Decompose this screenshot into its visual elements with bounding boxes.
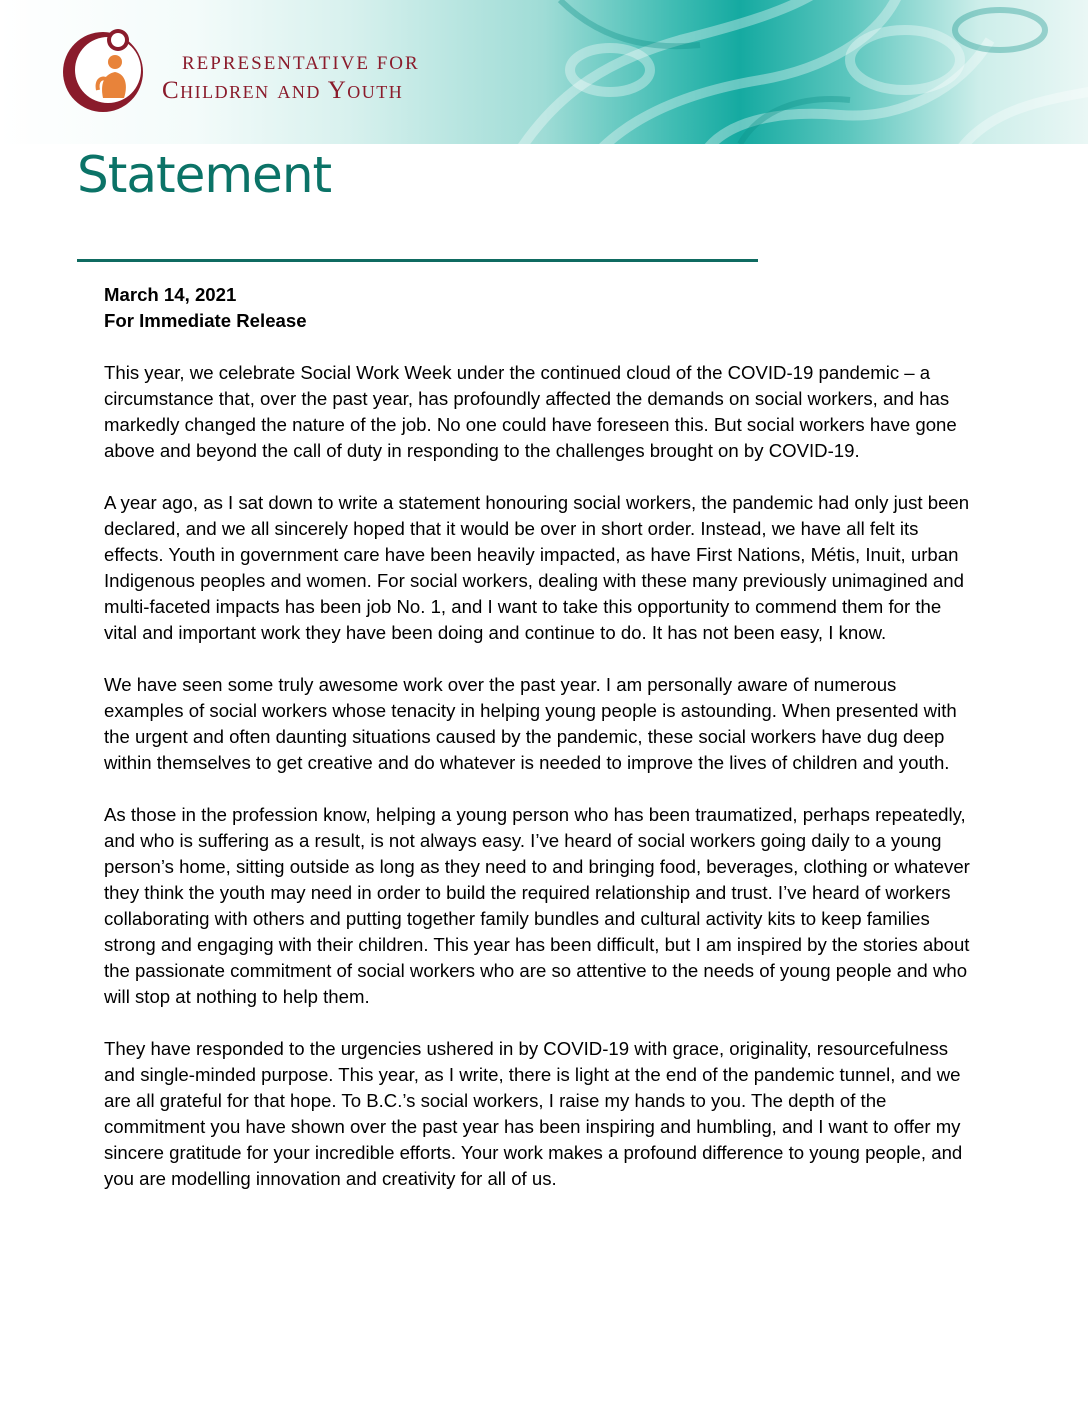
paragraph: We have seen some truly awesome work over the past year. I am personally aware of numerous examples of social workers whose tenacity in helping young people is astounding. When presented with the urgent and often daunting situations caused by the pandemic, these social workers have dug deep within themselves to get creative and do whatever is needed to improve the lives of children and youth. bbox=[104, 674, 957, 773]
page-title: Statement bbox=[77, 146, 332, 204]
org-name-line2: Children and Youth bbox=[162, 77, 404, 104]
paragraph: They have responded to the urgencies ushered in by COVID-19 with grace, originality, resourcefulness and single-minded purpose. This year, as I write, there is light at the end of the pandemic tunnel, and we are all grateful for that hope. To B.C.’s social workers, I raise my hands to you. The depth of the commitment you have shown over the past year has been inspiring and humbling, and I want to offer my sincere gratitude for your incredible efforts. Your work makes a profound difference to young people, and you are modelling innovation and creativity for all of us. bbox=[104, 1038, 963, 1189]
statement-body bbox=[104, 282, 974, 1218]
rcy-logo bbox=[58, 24, 148, 118]
paragraph: This year, we celebrate Social Work Week under the continued cloud of the COVID-19 pandemic – a circumstance that, over the past year, has profoundly affected the demands on social workers, and has markedly changed the nature of the job. No one could have foreseen this. But social workers have gone above and beyond the call of duty in responding to the challenges brought on by COVID-19. bbox=[104, 362, 957, 461]
org-name-line1: REPRESENTATIVE FOR bbox=[182, 53, 420, 74]
release-date: March 14, 2021 bbox=[104, 284, 237, 305]
paragraph: A year ago, as I sat down to write a statement honouring social workers, the pandemic had only just been declared, and we all sincerely hoped that it would be over in short order. Instead, we have all felt its effects. Youth in government care have been heavily impacted, as have First Nations, Métis, Inuit, urban Indigenous peoples and women. For social workers, dealing with these many previously unimagined and multi-faceted impacts has been job No. 1, and I want to take this opportunity to commend them for the vital and important work they have been doing and continue to do. It has not been easy, I know. bbox=[104, 492, 970, 643]
title-divider bbox=[77, 259, 758, 262]
paragraph: As those in the profession know, helping a young person who has been traumatized, perhaps repeatedly, and who is suffering as a result, is not always easy. I’ve heard of social workers going daily to a young person’s home, sitting outside as long as they need to and bringing food, beverages, clothing or whatever they think the youth may need in order to build the required relationship and trust. I’ve heard of workers collaborating with others and putting together family bundles and cultural activity kits to keep families strong and engaging with their children. This year has been difficult, but I am inspired by the stories about the passionate commitment of social workers who are so attentive to the needs of young people and who will stop at nothing to help them. bbox=[104, 804, 970, 1007]
release-meta bbox=[104, 282, 974, 334]
header-banner bbox=[0, 0, 1088, 144]
organization-name bbox=[162, 52, 420, 106]
release-type: For Immediate Release bbox=[104, 310, 307, 331]
